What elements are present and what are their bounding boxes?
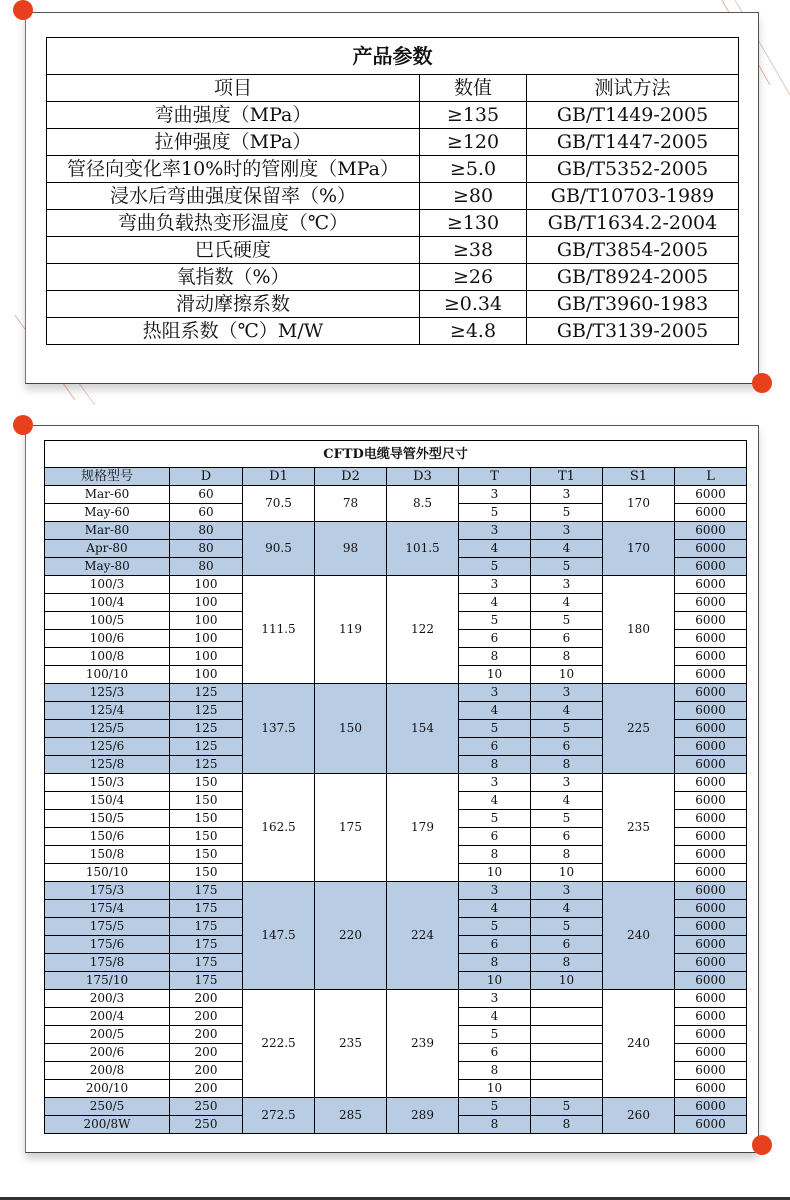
- cell-d1: 111.5: [243, 576, 315, 684]
- cell-d: 200: [170, 990, 243, 1008]
- cell-t1: 5: [531, 558, 603, 576]
- cell-model: 125/6: [45, 738, 170, 756]
- cell-d: 100: [170, 666, 243, 684]
- cell-test-method: GB/T3960-1983: [527, 291, 739, 318]
- cell-d3: 8.5: [387, 486, 459, 522]
- cell-t: 5: [459, 918, 531, 936]
- cell-d2: 175: [315, 774, 387, 882]
- cell-model: 125/3: [45, 684, 170, 702]
- cell-model: May-60: [45, 504, 170, 522]
- params-row: [47, 102, 739, 129]
- cell-t: 5: [459, 1098, 531, 1116]
- cell-t: 4: [459, 792, 531, 810]
- table-row: [45, 576, 747, 594]
- cell-l: 6000: [675, 792, 747, 810]
- cell-t: 3: [459, 990, 531, 1008]
- cell-d2: 150: [315, 684, 387, 774]
- cell-t1: 10: [531, 972, 603, 990]
- table-row: [45, 882, 747, 900]
- header-t: T: [459, 468, 531, 486]
- cell-model: 200/8W: [45, 1116, 170, 1134]
- cell-t: 6: [459, 1044, 531, 1062]
- cell-model: 150/4: [45, 792, 170, 810]
- cell-t: 4: [459, 1008, 531, 1026]
- cell-test-method: GB/T1449-2005: [527, 102, 739, 129]
- cell-l: 6000: [675, 594, 747, 612]
- cell-t1: 4: [531, 792, 603, 810]
- cell-l: 6000: [675, 774, 747, 792]
- cell-d3: 239: [387, 990, 459, 1098]
- header-d2: D2: [315, 468, 387, 486]
- cell-l: 6000: [675, 864, 747, 882]
- table-row: [45, 990, 747, 1008]
- cell-model: 200/6: [45, 1044, 170, 1062]
- cell-d: 150: [170, 774, 243, 792]
- cell-s1: 240: [603, 882, 675, 990]
- product-params-table: [46, 37, 739, 345]
- cell-d: 250: [170, 1098, 243, 1116]
- cell-s1: 225: [603, 684, 675, 774]
- cell-model: 200/3: [45, 990, 170, 1008]
- cell-d: 200: [170, 1044, 243, 1062]
- cell-t: 6: [459, 936, 531, 954]
- cell-value: ≥135: [420, 102, 527, 129]
- cell-model: Mar-80: [45, 522, 170, 540]
- cell-t: 8: [459, 954, 531, 972]
- cell-l: 6000: [675, 702, 747, 720]
- cell-d: 80: [170, 558, 243, 576]
- cell-d3: 179: [387, 774, 459, 882]
- cell-d: 200: [170, 1008, 243, 1026]
- cell-t1: 8: [531, 1116, 603, 1134]
- cell-test-method: GB/T5352-2005: [527, 156, 739, 183]
- cell-item: 管径向变化率10%时的管刚度（MPa）: [47, 156, 420, 183]
- cell-l: 6000: [675, 1026, 747, 1044]
- cell-t1: 6: [531, 738, 603, 756]
- cell-l: 6000: [675, 630, 747, 648]
- cell-l: 6000: [675, 666, 747, 684]
- cell-model: May-80: [45, 558, 170, 576]
- cell-t: 8: [459, 648, 531, 666]
- cell-l: 6000: [675, 612, 747, 630]
- cell-l: 6000: [675, 846, 747, 864]
- cell-t1: 10: [531, 864, 603, 882]
- cell-t: 3: [459, 774, 531, 792]
- cell-t1: 8: [531, 846, 603, 864]
- cell-d: 100: [170, 648, 243, 666]
- cell-l: 6000: [675, 540, 747, 558]
- cell-t: 5: [459, 558, 531, 576]
- cell-t: 10: [459, 864, 531, 882]
- cell-d: 150: [170, 792, 243, 810]
- cell-d: 150: [170, 846, 243, 864]
- cell-t: 4: [459, 900, 531, 918]
- cell-test-method: GB/T1634.2-2004: [527, 210, 739, 237]
- cell-t1: [531, 1026, 603, 1044]
- cell-model: Mar-60: [45, 486, 170, 504]
- cell-d3: 101.5: [387, 522, 459, 576]
- cell-t1: [531, 1008, 603, 1026]
- table-row: [45, 684, 747, 702]
- cell-model: 100/10: [45, 666, 170, 684]
- cell-model: 100/4: [45, 594, 170, 612]
- cell-t1: 3: [531, 522, 603, 540]
- cell-model: 150/6: [45, 828, 170, 846]
- cell-t: 6: [459, 738, 531, 756]
- table-row: [45, 522, 747, 540]
- red-dot-decoration: [752, 373, 772, 393]
- cell-t1: 3: [531, 882, 603, 900]
- params-row: [47, 318, 739, 345]
- cell-t1: 3: [531, 576, 603, 594]
- cell-d2: 235: [315, 990, 387, 1098]
- cell-model: Apr-80: [45, 540, 170, 558]
- cell-l: 6000: [675, 1080, 747, 1098]
- cell-d: 80: [170, 522, 243, 540]
- cell-d2: 119: [315, 576, 387, 684]
- cell-d: 100: [170, 630, 243, 648]
- cell-value: ≥38: [420, 237, 527, 264]
- cell-t1: 4: [531, 594, 603, 612]
- cell-l: 6000: [675, 522, 747, 540]
- cell-test-method: GB/T3139-2005: [527, 318, 739, 345]
- cell-t: 3: [459, 522, 531, 540]
- cell-t1: 3: [531, 684, 603, 702]
- product-params-card: [25, 12, 759, 384]
- cell-t: 5: [459, 1026, 531, 1044]
- cell-item: 巴氏硬度: [47, 237, 420, 264]
- cell-t1: [531, 1080, 603, 1098]
- cell-t: 8: [459, 756, 531, 774]
- cell-model: 100/3: [45, 576, 170, 594]
- cell-t: 3: [459, 882, 531, 900]
- cell-t1: 8: [531, 756, 603, 774]
- cell-model: 175/4: [45, 900, 170, 918]
- cell-d: 125: [170, 684, 243, 702]
- cell-t: 4: [459, 540, 531, 558]
- cell-l: 6000: [675, 648, 747, 666]
- cell-test-method: GB/T3854-2005: [527, 237, 739, 264]
- cell-t: 6: [459, 828, 531, 846]
- cell-model: 200/10: [45, 1080, 170, 1098]
- cell-d: 175: [170, 936, 243, 954]
- header-item: 项目: [47, 75, 420, 102]
- cell-value: ≥0.34: [420, 291, 527, 318]
- cell-t1: 6: [531, 936, 603, 954]
- table-row: [45, 486, 747, 504]
- cell-model: 200/4: [45, 1008, 170, 1026]
- cell-d: 200: [170, 1062, 243, 1080]
- header-value: 数值: [420, 75, 527, 102]
- cell-test-method: GB/T1447-2005: [527, 129, 739, 156]
- cell-model: 250/5: [45, 1098, 170, 1116]
- cell-d: 125: [170, 702, 243, 720]
- cell-l: 6000: [675, 684, 747, 702]
- params-row: [47, 183, 739, 210]
- cell-value: ≥130: [420, 210, 527, 237]
- cell-t1: 4: [531, 702, 603, 720]
- cell-l: 6000: [675, 504, 747, 522]
- cell-t: 4: [459, 702, 531, 720]
- cell-l: 6000: [675, 810, 747, 828]
- cell-t: 3: [459, 486, 531, 504]
- header-model: 规格型号: [45, 468, 170, 486]
- header-test-method: 测试方法: [527, 75, 739, 102]
- dimensions-table: [44, 440, 747, 1134]
- dimensions-card: [25, 425, 759, 1153]
- cell-t: 8: [459, 1116, 531, 1134]
- params-row: [47, 210, 739, 237]
- cell-model: 175/3: [45, 882, 170, 900]
- cell-l: 6000: [675, 558, 747, 576]
- params-row: [47, 156, 739, 183]
- cell-t1: 4: [531, 900, 603, 918]
- cell-value: ≥4.8: [420, 318, 527, 345]
- params-row: [47, 264, 739, 291]
- cell-d3: 224: [387, 882, 459, 990]
- cell-t1: 5: [531, 720, 603, 738]
- red-dot-decoration: [13, 0, 33, 20]
- cell-t1: 8: [531, 954, 603, 972]
- dims-header-row: [45, 468, 747, 486]
- cell-t1: 10: [531, 666, 603, 684]
- cell-t: 10: [459, 1080, 531, 1098]
- header-d3: D3: [387, 468, 459, 486]
- cell-d: 150: [170, 810, 243, 828]
- cell-item: 弯曲强度（MPa）: [47, 102, 420, 129]
- red-dot-decoration: [13, 415, 33, 435]
- cell-value: ≥26: [420, 264, 527, 291]
- cell-d1: 147.5: [243, 882, 315, 990]
- cell-l: 6000: [675, 954, 747, 972]
- cell-model: 175/6: [45, 936, 170, 954]
- cell-t: 5: [459, 720, 531, 738]
- cell-model: 100/8: [45, 648, 170, 666]
- cell-d: 100: [170, 594, 243, 612]
- cell-d: 60: [170, 504, 243, 522]
- cell-l: 6000: [675, 990, 747, 1008]
- cell-t: 3: [459, 576, 531, 594]
- cell-l: 6000: [675, 918, 747, 936]
- cell-value: ≥5.0: [420, 156, 527, 183]
- cell-d: 175: [170, 882, 243, 900]
- cell-d: 125: [170, 756, 243, 774]
- cell-model: 125/5: [45, 720, 170, 738]
- cell-model: 100/6: [45, 630, 170, 648]
- cell-d1: 137.5: [243, 684, 315, 774]
- cell-value: ≥120: [420, 129, 527, 156]
- cell-model: 175/10: [45, 972, 170, 990]
- cell-d: 175: [170, 918, 243, 936]
- cell-s1: 170: [603, 486, 675, 522]
- cell-item: 浸水后弯曲强度保留率（%）: [47, 183, 420, 210]
- cell-item: 拉伸强度（MPa）: [47, 129, 420, 156]
- cell-d: 100: [170, 612, 243, 630]
- cell-l: 6000: [675, 1008, 747, 1026]
- params-row: [47, 129, 739, 156]
- table-row: [45, 774, 747, 792]
- cell-value: ≥80: [420, 183, 527, 210]
- cell-d: 175: [170, 900, 243, 918]
- cell-model: 175/5: [45, 918, 170, 936]
- cell-model: 150/3: [45, 774, 170, 792]
- cell-t1: 3: [531, 774, 603, 792]
- cell-t1: [531, 1044, 603, 1062]
- cell-model: 200/5: [45, 1026, 170, 1044]
- cell-item: 弯曲负载热变形温度（℃）: [47, 210, 420, 237]
- cell-d: 175: [170, 972, 243, 990]
- cell-s1: 180: [603, 576, 675, 684]
- cell-l: 6000: [675, 720, 747, 738]
- cell-l: 6000: [675, 738, 747, 756]
- cell-model: 175/8: [45, 954, 170, 972]
- cell-l: 6000: [675, 1098, 747, 1116]
- cell-model: 125/4: [45, 702, 170, 720]
- cell-t: 5: [459, 612, 531, 630]
- cell-d3: 289: [387, 1098, 459, 1134]
- header-l: L: [675, 468, 747, 486]
- cell-t: 5: [459, 504, 531, 522]
- cell-model: 125/8: [45, 756, 170, 774]
- dims-table-title: CFTD电缆导管外型尺寸: [45, 441, 747, 468]
- cell-t: 8: [459, 846, 531, 864]
- cell-s1: 240: [603, 990, 675, 1098]
- cell-d2: 285: [315, 1098, 387, 1134]
- cell-l: 6000: [675, 756, 747, 774]
- cell-l: 6000: [675, 900, 747, 918]
- cell-s1: 170: [603, 522, 675, 576]
- cell-t: 3: [459, 684, 531, 702]
- cell-t1: 5: [531, 612, 603, 630]
- cell-t1: [531, 990, 603, 1008]
- cell-d1: 162.5: [243, 774, 315, 882]
- cell-t1: 5: [531, 810, 603, 828]
- cell-l: 6000: [675, 1062, 747, 1080]
- cell-d2: 220: [315, 882, 387, 990]
- cell-model: 150/5: [45, 810, 170, 828]
- cell-t: 10: [459, 972, 531, 990]
- table-row: [45, 1098, 747, 1116]
- cell-t1: 6: [531, 828, 603, 846]
- cell-t1: 3: [531, 486, 603, 504]
- cell-model: 100/5: [45, 612, 170, 630]
- cell-d2: 98: [315, 522, 387, 576]
- cell-t: 10: [459, 666, 531, 684]
- cell-t: 6: [459, 630, 531, 648]
- header-s1: S1: [603, 468, 675, 486]
- cell-d: 150: [170, 828, 243, 846]
- params-header-row: [47, 75, 739, 102]
- cell-d2: 78: [315, 486, 387, 522]
- header-d: D: [170, 468, 243, 486]
- cell-d1: 90.5: [243, 522, 315, 576]
- cell-t1: 4: [531, 540, 603, 558]
- cell-model: 150/10: [45, 864, 170, 882]
- cell-model: 150/8: [45, 846, 170, 864]
- cell-l: 6000: [675, 828, 747, 846]
- params-table-title: 产品参数: [47, 38, 739, 75]
- cell-test-method: GB/T8924-2005: [527, 264, 739, 291]
- cell-d: 60: [170, 486, 243, 504]
- cell-d3: 154: [387, 684, 459, 774]
- cell-d: 100: [170, 576, 243, 594]
- cell-d: 200: [170, 1026, 243, 1044]
- cell-t: 4: [459, 594, 531, 612]
- cell-d: 150: [170, 864, 243, 882]
- cell-l: 6000: [675, 576, 747, 594]
- cell-item: 滑动摩擦系数: [47, 291, 420, 318]
- cell-t1: 6: [531, 630, 603, 648]
- cell-d1: 272.5: [243, 1098, 315, 1134]
- cell-d: 125: [170, 720, 243, 738]
- cell-t1: [531, 1062, 603, 1080]
- cell-item: 氧指数（%）: [47, 264, 420, 291]
- cell-l: 6000: [675, 882, 747, 900]
- cell-l: 6000: [675, 936, 747, 954]
- cell-t1: 8: [531, 648, 603, 666]
- cell-t: 8: [459, 1062, 531, 1080]
- params-row: [47, 291, 739, 318]
- cell-t: 5: [459, 810, 531, 828]
- header-d1: D1: [243, 468, 315, 486]
- cell-l: 6000: [675, 1116, 747, 1134]
- cell-d1: 222.5: [243, 990, 315, 1098]
- cell-d3: 122: [387, 576, 459, 684]
- cell-d: 250: [170, 1116, 243, 1134]
- cell-t1: 5: [531, 918, 603, 936]
- cell-d1: 70.5: [243, 486, 315, 522]
- params-row: [47, 237, 739, 264]
- cell-s1: 260: [603, 1098, 675, 1134]
- cell-d: 125: [170, 738, 243, 756]
- cell-s1: 235: [603, 774, 675, 882]
- red-dot-decoration: [752, 1135, 772, 1155]
- cell-d: 80: [170, 540, 243, 558]
- cell-l: 6000: [675, 972, 747, 990]
- cell-item: 热阻系数（℃）M/W: [47, 318, 420, 345]
- cell-t1: 5: [531, 504, 603, 522]
- header-t1: T1: [531, 468, 603, 486]
- cell-d: 200: [170, 1080, 243, 1098]
- cell-test-method: GB/T10703-1989: [527, 183, 739, 210]
- cell-l: 6000: [675, 486, 747, 504]
- cell-d: 175: [170, 954, 243, 972]
- cell-model: 200/8: [45, 1062, 170, 1080]
- cell-t1: 5: [531, 1098, 603, 1116]
- cell-l: 6000: [675, 1044, 747, 1062]
